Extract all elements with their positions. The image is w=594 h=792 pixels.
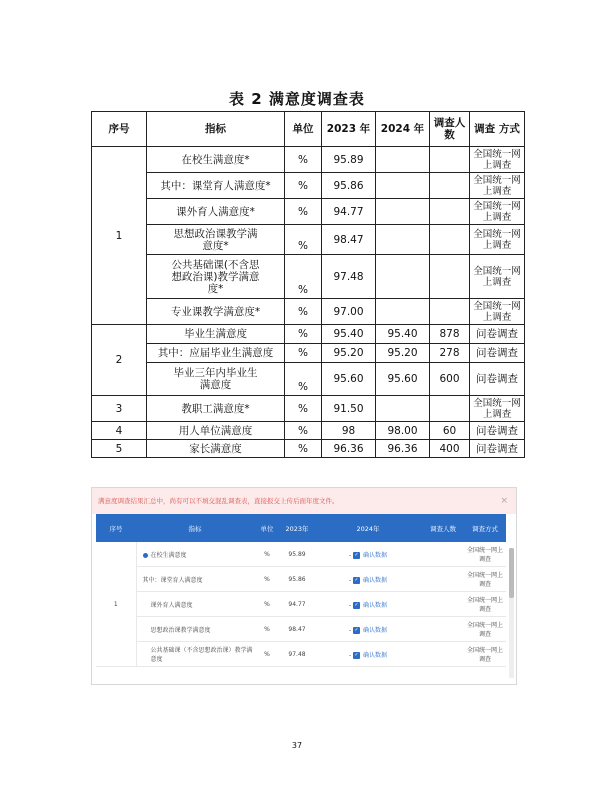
method-cell: 全国统一网上调查 (464, 567, 506, 592)
indicator-cell: 其中：课堂育人满意度* (147, 173, 285, 199)
unit-cell: % (285, 363, 322, 396)
dash-text: - (348, 651, 352, 659)
count-cell (430, 396, 470, 422)
seq-cell: 3 (92, 396, 147, 422)
table-row (92, 255, 525, 299)
header-count: 调查人数 (430, 112, 470, 147)
unit-cell: % (285, 299, 322, 325)
checkbox-icon[interactable]: ✓ (354, 651, 359, 658)
indicator-cell: 在校生满意度* (147, 147, 285, 173)
notice-banner (92, 488, 516, 514)
count-cell: 278 (430, 344, 470, 363)
header-unit: 单位 (254, 514, 280, 542)
dash-text: - (348, 576, 352, 584)
method-cell: 全国统一网上调查 (470, 173, 525, 199)
header-2023: 2023年 (280, 514, 314, 542)
header-seq: 序号 (92, 112, 147, 147)
value-2024-cell: 95.40 (376, 325, 430, 344)
indicator-cell: 其中：应届毕业生满意度 (147, 344, 285, 363)
value-2023-cell: 97.00 (322, 299, 376, 325)
screenshot-header-row (96, 514, 506, 542)
method-cell: 全国统一网上调查 (464, 592, 506, 617)
method-cell: 全国统一网上调查 (470, 225, 525, 255)
confirm-data-link[interactable]: 确认数据 (363, 551, 388, 559)
table-header-row (92, 112, 525, 147)
info-dot-icon (143, 553, 148, 558)
checkbox-icon[interactable]: ✓ (354, 551, 359, 558)
count-cell (422, 567, 464, 592)
checkbox-icon[interactable]: ✓ (354, 576, 359, 583)
value-2024-cell: 98.00 (376, 422, 430, 440)
count-cell (422, 642, 464, 667)
table-row (92, 363, 525, 396)
table-row (96, 542, 506, 567)
checkbox-icon[interactable]: ✓ (354, 601, 359, 608)
value-2024-cell: 95.60 (376, 363, 430, 396)
indicator-cell: 毕业生满意度 (147, 325, 285, 344)
method-cell: 全国统一网上调查 (470, 299, 525, 325)
seq-cell: 2 (92, 325, 147, 396)
unit-cell: % (254, 567, 280, 592)
indicator-cell: 公共基础课(不含思想政治课)教学满意度* (147, 255, 285, 299)
unit-cell: % (285, 173, 322, 199)
unit-cell: % (285, 344, 322, 363)
value-2023-cell: 95.40 (322, 325, 376, 344)
method-cell: 问卷调查 (470, 440, 525, 458)
method-cell: 问卷调查 (470, 325, 525, 344)
value-2023-cell: 98 (322, 422, 376, 440)
scrollbar-thumb[interactable] (509, 548, 514, 598)
unit-cell: % (254, 642, 280, 667)
count-cell (430, 147, 470, 173)
header-count: 调查人数 (422, 514, 464, 542)
seq-cell: 1 (96, 542, 136, 667)
table-row (96, 592, 506, 617)
notice-text: 满意度调查结果汇总中，尚有可以不填交混乱调查表，直接报交上传后面年度文件。 (98, 497, 339, 505)
header-method: 调查方式 (464, 514, 506, 542)
unit-cell: % (254, 592, 280, 617)
confirm-data-link[interactable]: 确认数据 (363, 576, 388, 584)
table-row (92, 344, 525, 363)
checkbox-icon[interactable]: ✓ (354, 626, 359, 633)
dash-text: - (348, 601, 352, 609)
value-2024-cell (376, 396, 430, 422)
page-number: 37 (291, 741, 303, 750)
unit-cell: % (285, 422, 322, 440)
method-cell: 全国统一网上调查 (470, 199, 525, 225)
table-row (92, 147, 525, 173)
count-cell: 60 (430, 422, 470, 440)
table-row (96, 642, 506, 667)
header-2024: 2024年 (314, 514, 422, 542)
value-2023-cell: 95.86 (280, 567, 314, 592)
close-icon[interactable]: × (500, 496, 508, 506)
value-2023-cell: 94.77 (280, 592, 314, 617)
method-cell: 全国统一网上调查 (470, 147, 525, 173)
value-2023-cell: 98.47 (322, 225, 376, 255)
unit-cell: % (254, 617, 280, 642)
table-row (92, 325, 525, 344)
unit-cell: % (254, 542, 280, 567)
count-cell (422, 542, 464, 567)
dash-text: - (348, 626, 352, 634)
method-cell: 全国统一网上调查 (464, 542, 506, 567)
value-2024-cell (376, 147, 430, 173)
indicator-cell: 公共基础课（不含思想政治课）教学满意度 (136, 642, 254, 667)
value-2023-cell: 91.50 (322, 396, 376, 422)
value-2023-cell: 96.36 (322, 440, 376, 458)
table-row (92, 422, 525, 440)
count-cell: 878 (430, 325, 470, 344)
header-indicator: 指标 (136, 514, 254, 542)
header-seq: 序号 (96, 514, 136, 542)
count-cell (430, 173, 470, 199)
unit-cell: % (285, 147, 322, 173)
indicator-cell: 思想政治课教学满 意度* (147, 225, 285, 255)
value-2023-cell: 97.48 (322, 255, 376, 299)
indicator-cell: 家长满意度 (147, 440, 285, 458)
method-cell: 问卷调查 (470, 422, 525, 440)
value-2024-cell (376, 199, 430, 225)
indicator-cell: 教职工满意度* (147, 396, 285, 422)
method-cell: 全国统一网上调查 (464, 642, 506, 667)
value-2023-cell: 95.60 (322, 363, 376, 396)
value-2023-cell: 95.86 (322, 173, 376, 199)
scrollbar[interactable] (509, 548, 514, 678)
unit-cell: % (285, 440, 322, 458)
table-row (92, 396, 525, 422)
value-2023-cell: 97.48 (280, 642, 314, 667)
value-2023-cell: 94.77 (322, 199, 376, 225)
page-title: 表 2 满意度调查表 (229, 90, 365, 108)
unit-cell: % (285, 396, 322, 422)
table-row (92, 173, 525, 199)
count-cell (430, 255, 470, 299)
value-2024-cell (376, 255, 430, 299)
value-2023-cell: 98.47 (280, 617, 314, 642)
value-2024-cell: 96.36 (376, 440, 430, 458)
dash-text: - (348, 551, 352, 559)
unit-cell: % (285, 225, 322, 255)
header-2024: 2024 年 (376, 112, 430, 147)
confirm-data-link[interactable]: 确认数据 (363, 651, 388, 659)
seq-cell: 5 (92, 440, 147, 458)
confirm-data-link[interactable]: 确认数据 (363, 626, 388, 634)
indicator-cell: 专业课教学满意度* (147, 299, 285, 325)
table-row (92, 299, 525, 325)
seq-cell: 1 (92, 147, 147, 325)
method-cell: 问卷调查 (470, 344, 525, 363)
header-indicator: 指标 (147, 112, 285, 147)
confirm-data-link[interactable]: 确认数据 (363, 601, 388, 609)
count-cell: 400 (430, 440, 470, 458)
method-cell: 全国统一网上调查 (464, 617, 506, 642)
method-cell: 全国统一网上调查 (470, 255, 525, 299)
method-cell: 全国统一网上调查 (470, 396, 525, 422)
count-cell (430, 199, 470, 225)
count-cell (430, 299, 470, 325)
count-cell (422, 592, 464, 617)
indicator-cell: 课外育人满意度* (147, 199, 285, 225)
method-cell: 问卷调查 (470, 363, 525, 396)
value-2023-cell: 95.89 (322, 147, 376, 173)
value-2024-cell (376, 225, 430, 255)
unit-cell: % (285, 199, 322, 225)
screenshot-table (96, 514, 506, 667)
count-cell: 600 (430, 363, 470, 396)
count-cell (430, 225, 470, 255)
indicator-cell: 在校生满意度 (150, 551, 187, 559)
indicator-cell: 其中：课堂育人满意度 (136, 567, 254, 592)
table-row (92, 440, 525, 458)
indicator-cell: 用人单位满意度 (147, 422, 285, 440)
table-row (92, 225, 525, 255)
indicator-cell: 毕业三年内毕业生 满意度 (147, 363, 285, 396)
seq-cell: 4 (92, 422, 147, 440)
value-2023-cell: 95.20 (322, 344, 376, 363)
indicator-cell: 课外育人满意度 (136, 592, 254, 617)
header-unit: 单位 (285, 112, 322, 147)
satisfaction-table (91, 111, 525, 458)
count-cell (422, 617, 464, 642)
unit-cell: % (285, 255, 322, 299)
unit-cell: % (285, 325, 322, 344)
embedded-screenshot (91, 487, 517, 685)
header-method: 调查 方式 (470, 112, 525, 147)
indicator-cell: 思想政治课教学满意度 (136, 617, 254, 642)
value-2024-cell (376, 173, 430, 199)
value-2024-cell: 95.20 (376, 344, 430, 363)
value-2024-cell (376, 299, 430, 325)
header-2023: 2023 年 (322, 112, 376, 147)
table-row (96, 617, 506, 642)
table-row (96, 567, 506, 592)
value-2023-cell: 95.89 (280, 542, 314, 567)
table-row (92, 199, 525, 225)
